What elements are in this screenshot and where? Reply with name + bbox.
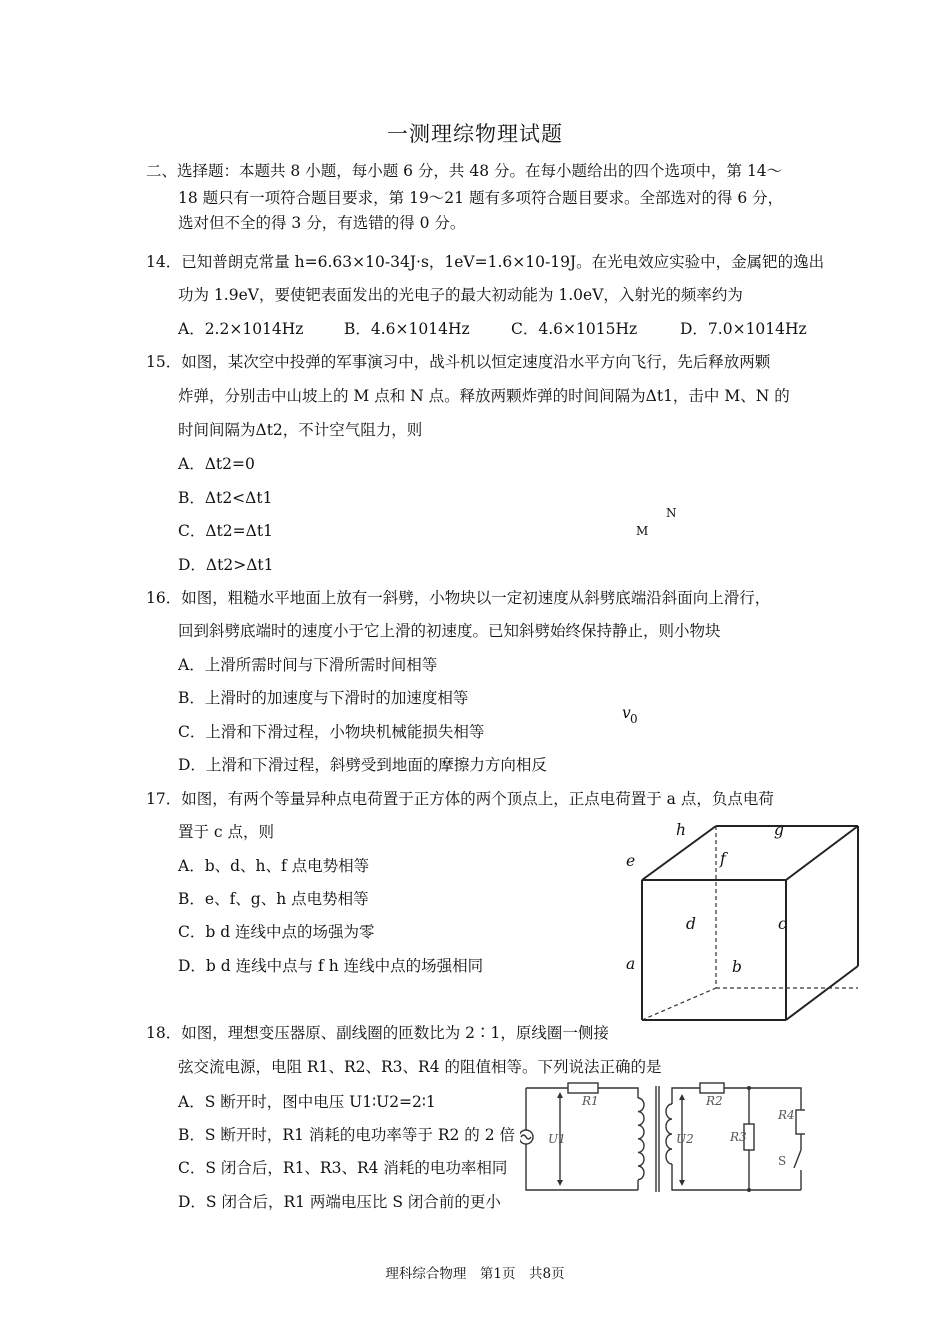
junction-dot bbox=[747, 1188, 751, 1192]
q15-figure-label-m: M bbox=[636, 524, 649, 538]
q15-stem-line-1: 15．如图，某次空中投弹的军事演习中，战斗机以恒定速度沿水平方向飞行，先后释放两颗 bbox=[146, 353, 771, 371]
q17-vertex-label-e: e bbox=[626, 852, 636, 870]
q17-vertex-label-a: a bbox=[626, 955, 636, 973]
q18-figure-label-u2: U2 bbox=[676, 1132, 694, 1146]
q17-option-b: B．e、f、g、h 点电势相等 bbox=[178, 890, 369, 908]
q17-vertex-label-f: f bbox=[720, 850, 726, 868]
q16-stem-line-2: 回到斜劈底端时的速度小于它上滑的初速度。已知斜劈始终保持静止，则小物块 bbox=[178, 622, 721, 640]
cube-hidden-edge bbox=[642, 988, 716, 1020]
resistor-r1 bbox=[568, 1083, 598, 1093]
secondary-coil bbox=[666, 1104, 672, 1164]
q17-option-d: D．b d 连线中点与 f h 连线中点的场强相同 bbox=[178, 957, 484, 975]
cube-edge bbox=[786, 966, 858, 1020]
q15-option-d: D．Δt2>Δt1 bbox=[178, 556, 274, 574]
q15-option-a: A．Δt2=0 bbox=[178, 455, 255, 473]
q15-figure-label-n: N bbox=[666, 506, 677, 520]
q17-vertex-label-g: g bbox=[774, 821, 784, 839]
q18-figure-label-r2: R2 bbox=[706, 1094, 723, 1108]
q18-figure-label-s: S bbox=[778, 1154, 787, 1168]
q18-option-d: D．S 闭合后，R1 两端电压比 S 闭合前的更小 bbox=[178, 1193, 501, 1211]
q18-option-a: A．S 断开时，图中电压 U1∶U2=2∶1 bbox=[178, 1093, 436, 1111]
q17-vertex-label-h: h bbox=[676, 821, 686, 839]
q17-option-c: C．b d 连线中点的场强为零 bbox=[178, 923, 375, 941]
q17-cube-figure bbox=[620, 818, 870, 1038]
arrow-head bbox=[679, 1180, 685, 1186]
q15-option-c: C．Δt2=Δt1 bbox=[178, 522, 273, 540]
section-instructions-line-1: 二、选择题：本题共 8 小题，每小题 6 分，共 48 分。在每小题给出的四个选项中，第 14～ bbox=[146, 162, 783, 180]
q17-stem-line-2: 置于 c 点，则 bbox=[178, 823, 275, 841]
q17-vertex-label-b: b bbox=[732, 958, 742, 976]
section-instructions-line-2: 18 题只有一项符合题目要求，第 19～21 题有多项符合题目要求。全部选对的得 6 分， bbox=[178, 189, 784, 207]
resistor-r4 bbox=[796, 1110, 805, 1134]
q14-option-c: C．4.6×1015Hz bbox=[511, 320, 638, 338]
arrow-head bbox=[557, 1180, 563, 1186]
q16-figure-label-v: v bbox=[622, 704, 631, 722]
q14-option-d: D．7.0×1014Hz bbox=[680, 320, 807, 338]
q18-figure-label-u1: U1 bbox=[548, 1132, 566, 1146]
q18-stem-line-2: 弦交流电源，电阻 R1、R2、R3、R4 的阻值相等。下列说法正确的是 bbox=[178, 1058, 662, 1076]
q15-stem-line-3: 时间间隔为Δt2，不计空气阻力，则 bbox=[178, 421, 423, 439]
q16-stem-line-1: 16．如图，粗糙水平地面上放有一斜劈，小物块以一定初速度从斜劈底端沿斜面向上滑行， bbox=[146, 589, 771, 607]
arrow-head bbox=[679, 1094, 685, 1100]
q17-option-a: A．b、d、h、f 点电势相等 bbox=[178, 857, 370, 875]
arrow-head bbox=[557, 1092, 563, 1098]
q16-option-a: A．上滑所需时间与下滑所需时间相等 bbox=[178, 656, 438, 674]
q17-stem-line-1: 17．如图，有两个等量异种点电荷置于正方体的两个顶点上，正点电荷置于 a 点，负点电荷 bbox=[146, 790, 774, 808]
secondary-wire bbox=[672, 1088, 700, 1104]
q16-option-b: B．上滑时的加速度与下滑时的加速度相等 bbox=[178, 689, 469, 707]
q16-option-d: D．上滑和下滑过程，斜劈受到地面的摩擦力方向相反 bbox=[178, 756, 547, 774]
q18-option-b: B．S 断开时，R1 消耗的电功率等于 R2 的 2 倍 bbox=[178, 1126, 515, 1144]
section-instructions-line-3: 选对但不全的得 3 分，有选错的得 0 分。 bbox=[178, 214, 466, 232]
q14-stem-line-2: 功为 1.9eV，要使钯表面发出的光电子的最大初动能为 1.0eV，入射光的频率约为 bbox=[178, 286, 743, 304]
q14-option-b: B．4.6×1014Hz bbox=[344, 320, 470, 338]
q18-figure-label-r1: R1 bbox=[582, 1094, 599, 1108]
q18-figure-label-r4: R4 bbox=[778, 1108, 795, 1122]
q16-option-c: C．上滑和下滑过程，小物块机械能损失相等 bbox=[178, 723, 485, 741]
q18-stem-line-1: 18．如图，理想变压器原、副线圈的匝数比为 2∶1，原线圈一侧接 bbox=[146, 1024, 609, 1042]
q15-stem-line-2: 炸弹，分别击中山坡上的 M 点和 N 点。释放两颗炸弹的时间间隔为Δt1，击中 M、N 的 bbox=[178, 387, 790, 405]
page-title: 一测理综物理试题 bbox=[387, 122, 563, 146]
q15-option-b: B．Δt2<Δt1 bbox=[178, 489, 273, 507]
q14-option-a: A．2.2×1014Hz bbox=[178, 320, 304, 338]
resistor-r2 bbox=[700, 1083, 724, 1093]
q18-figure-label-r3: R3 bbox=[730, 1130, 747, 1144]
q16-figure-label-v-subscript: 0 bbox=[630, 712, 638, 726]
q17-vertex-label-c: c bbox=[778, 915, 787, 933]
primary-wire bbox=[598, 1088, 638, 1098]
q14-stem-line-1: 14．已知普朗克常量 h=6.63×10-34J·s，1eV=1.6×10-19J。在光电效应实验中，金属钯的逸出 bbox=[146, 253, 825, 271]
q18-option-c: C．S 闭合后，R1、R3、R4 消耗的电功率相同 bbox=[178, 1159, 508, 1177]
cube-edge bbox=[786, 826, 858, 880]
q17-vertex-label-d: d bbox=[686, 915, 696, 933]
secondary-wire bbox=[724, 1088, 801, 1110]
junction-dot bbox=[747, 1086, 751, 1090]
switch-s bbox=[794, 1150, 801, 1168]
page-footer: 理科综合物理 第1页 共8页 bbox=[385, 1266, 565, 1282]
primary-coil bbox=[638, 1098, 644, 1180]
